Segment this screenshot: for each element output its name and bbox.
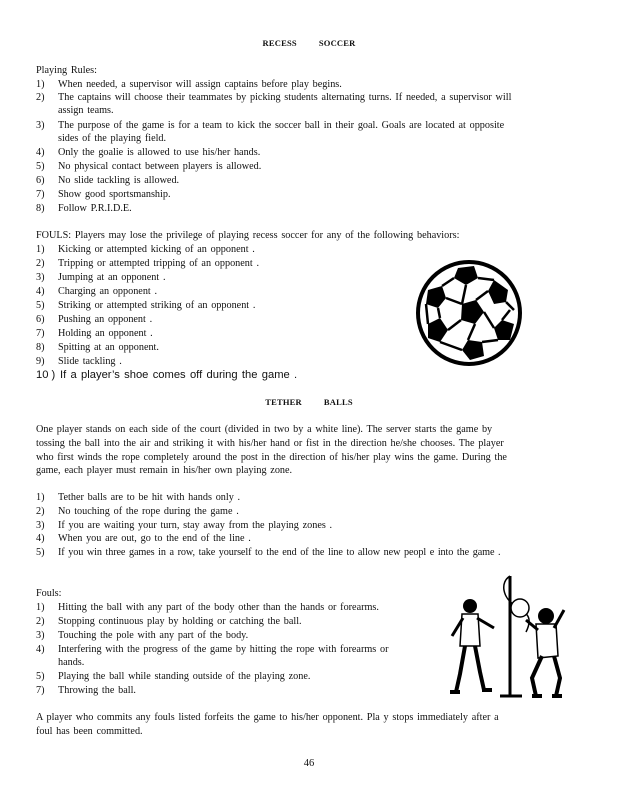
list-item: Touching the pole with any part of the body. (58, 630, 249, 641)
title-word: BALLS (323, 397, 353, 407)
list-item: Only the goalie is allowed to use his/her hands. (58, 147, 261, 158)
list-item: The purpose of the game is for a team to kick the soccer ball in their goal. Goals are located at opposite (58, 120, 505, 131)
list-number: 5) (36, 161, 45, 172)
list-item: Throwing the ball. (58, 685, 136, 696)
list-number: 7) (36, 189, 45, 200)
list-number: 1) (36, 492, 45, 503)
list-number: 4) (36, 286, 45, 297)
list-number: 9) (36, 356, 45, 367)
list-item: Striking or attempted striking of an opponent . (58, 300, 256, 311)
list-item: When you are out, go to the end of the line . (58, 533, 251, 544)
list-item: Tripping or attempted tripping of an opponent . (58, 258, 259, 269)
paragraph-line: One player stands on each side of the court (divided in two by a white line). The server starts the game by (36, 424, 493, 435)
list-item: If you are waiting your turn, stay away from the playing zones . (58, 520, 333, 531)
list-item: If you win three games in a row, take yourself to the end of the line to allow new peopl e into the game . (58, 547, 501, 558)
list-number: 4) (36, 147, 45, 158)
list-item: Playing the ball while standing outside of the playing zone. (58, 671, 311, 682)
list-number: 10 ) (36, 369, 56, 381)
list-number: 7) (36, 328, 45, 339)
title-word: SOCCER (318, 38, 356, 48)
list-item: Tether balls are to be hit with hands only . (58, 492, 241, 503)
list-item: Kicking or attempted kicking of an opponent . (58, 244, 255, 255)
list-number: 4) (36, 533, 45, 544)
list-number: 5) (36, 671, 45, 682)
list-number: 8) (36, 342, 45, 353)
paragraph-line: tossing the ball into the air and striking it with his/her hand or fist in the direction he/she chooses. The player (36, 438, 504, 449)
list-number: 4) (36, 644, 45, 655)
list-number: 2) (36, 506, 45, 517)
list-number: 1) (36, 244, 45, 255)
list-number: 5) (36, 300, 45, 311)
list-number: 6) (36, 175, 45, 186)
list-number: 7) (36, 685, 45, 696)
list-number: 2) (36, 616, 45, 627)
page-number: 46 (303, 758, 315, 769)
list-number: 8) (36, 203, 45, 214)
list-item-continuation: sides of the playing field. (58, 133, 167, 144)
list-item-continuation: hands. (58, 657, 85, 668)
list-item: Slide tackling . (58, 356, 122, 367)
list-item: Interfering with the progress of the game by hitting the rope with forearms or (58, 644, 389, 655)
paragraph-line: A player who commits any fouls listed forfeits the game to his/her opponent. Pla y stops immediately after a (36, 712, 499, 723)
tether-fouls-heading: Fouls: (36, 588, 62, 599)
list-item-continuation: assign teams. (58, 105, 114, 116)
list-number: 1) (36, 79, 45, 90)
soccer-ball-icon (414, 258, 524, 368)
soccer-title (0, 38, 618, 48)
list-number: 5) (36, 547, 45, 558)
list-number: 2) (36, 92, 45, 103)
list-item: Charging an opponent . (58, 286, 158, 297)
paragraph-line: foul has been committed. (36, 726, 143, 737)
paragraph-line: game, each player must remain in his/her own playing zone. (36, 465, 293, 476)
title-word: RECESS (262, 38, 297, 48)
list-item: Pushing an opponent . (58, 314, 153, 325)
list-item: The captains will choose their teammates by picking students alternating turns. If needed, a supervisor will (58, 92, 512, 103)
list-item: Spitting at an opponent. (58, 342, 159, 353)
tether-title (0, 397, 618, 407)
list-item: If a player’s shoe comes off during the game . (60, 369, 298, 381)
list-number: 3) (36, 520, 45, 531)
fouls-intro: FOULS: Players may lose the privilege of playing recess soccer for any of the following behaviors: (36, 230, 460, 241)
list-item: Follow P.R.I.D.E. (58, 203, 132, 214)
paragraph-line: who first winds the rope completely around the post in the direction of his/her play wins the game. During the (36, 452, 507, 463)
list-number: 6) (36, 314, 45, 325)
title-word: TETHER (265, 397, 302, 407)
list-number: 3) (36, 630, 45, 641)
list-item: No touching of the rope during the game . (58, 506, 239, 517)
list-number: 1) (36, 602, 45, 613)
list-item: Hitting the ball with any part of the body other than the hands or forearms. (58, 602, 379, 613)
list-number: 3) (36, 272, 45, 283)
list-item: Holding an opponent . (58, 328, 153, 339)
list-number: 3) (36, 120, 45, 131)
list-item: Show good sportsmanship. (58, 189, 171, 200)
list-item: Jumping at an opponent . (58, 272, 166, 283)
list-item: Stopping continuous play by holding or catching the ball. (58, 616, 302, 627)
list-item: When needed, a supervisor will assign captains before play begins. (58, 79, 342, 90)
list-number: 2) (36, 258, 45, 269)
rules-heading: Playing Rules: (36, 65, 97, 76)
tetherball-players-icon (440, 562, 572, 702)
list-item: No slide tackling is allowed. (58, 175, 180, 186)
list-item: No physical contact between players is allowed. (58, 161, 262, 172)
